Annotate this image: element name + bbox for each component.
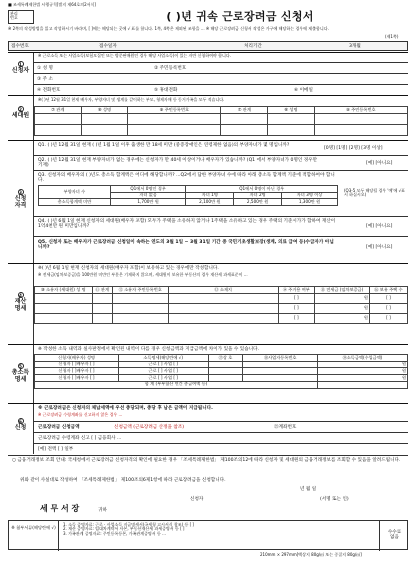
receipt-number-label: 접수번호 [11,44,29,49]
ssn-header: ⑨ 주민등록번호 [128,107,221,114]
income-total-value[interactable] [318,381,408,388]
table-cell[interactable] [243,368,318,375]
q2-text: Q2. ( )년 12월 31일 현재 부양자녀가 없는 경우에는 신청자가 만 40세 이상이거나 배우자가 있습니까? (Q1 에서 부양자녀가 0명인 경우만 기재) [38,158,318,169]
apply-section [8,403,408,453]
address-field-label: ③ 주 소 [37,77,53,82]
q5-text: Q5. 신청자 또는 배우자가 근로장려금 신청일이 속하는 연도의 3월 1일 ~ 3월 31일 기간 중 국민기초생활보장(생계, 의료 급여 등)수급자가 아닙니까? [38,240,334,251]
table-cell[interactable]: 근로 [ ] 사업 [ ] [118,368,208,375]
table-cell[interactable] [35,313,93,323]
table-cell[interactable] [92,313,112,323]
section-number-6: 6 [19,419,22,424]
owner-header: ⑩ 소유자 (세대원) 성 명 [35,287,93,294]
instructions: ※ 2쪽의 작성방법을 읽고 작성하시기 바라며, [ ]에는 해당되는 곳에 √ 표를 합니다. 1쪽, 4쪽은 제외된 조항을 ... ※ 해당 근로장려금 신청서 작성은 가구에 해당하는 경우에 제출합니다. [8,26,329,31]
business-name-header: ⑰상 호 [208,355,243,362]
q1-options[interactable]: [0명] [1명] [2명] [3명 이상] [324,146,383,151]
yes-option[interactable]: [예] 전액 [ ] 일부 [38,447,74,452]
assets-note: ※( )년 6월 1일 현재 신청자의 세대원(배우자 포함)이 보유하고 있는 경우에만 작성합니다. [38,266,219,271]
table-cell[interactable]: [ ] [369,313,407,323]
addressee-suffix: 귀하 [98,508,107,513]
income-threshold-table [38,185,338,206]
q1-text: Q1. ( )년 12월 31일 현재 ( )년 1월 1일 이후 출생한 만 18세 미만 (중증장애인은 연령제한 없음)의 부양자녀가 몇 명입니까? [38,143,290,148]
income-label: 총소득 명세 [11,369,30,383]
account-method[interactable]: 근로장려금 수령계좌 신고 [ ] 금융회사 ... [38,436,122,441]
houses-header: ⑯ 보유 주택 수 [369,287,407,294]
amount-label: 근로장려금 신청금액 [38,425,80,430]
deposit-header: ⑮ 전세금 (임차보증금) [315,287,370,294]
table-cell: 총소득합계액 미만 [39,199,111,206]
apply-label: 신청 [14,424,27,432]
zero-header: Q1에서 0명인 경우 [110,186,186,193]
assets-subnote: ※ 전세금(임차보증금)을 100만원 미만인 부분은 기재하지 않으며, 세대원이 보유한 부동산의 경우 재산세 과세표준이 ... [38,272,248,277]
relation-header: ⑦ 관계 [35,107,82,114]
table-cell[interactable]: [ ] [278,313,314,323]
table-cell[interactable] [112,313,168,323]
name-field-label: ① 성 명 [37,66,53,71]
table-cell[interactable]: [ ] [369,303,407,313]
assets-table [34,286,408,324]
q4-text: Q4. ( )년 6월 1일 현재 신청자의 세대원(배우자 포함) 모두가 주택을 소유하지 않거나 1주택을 소유하고 있는 경우 주택의 기준시가가 합하여 재산이 1억4천만 원 미만입니까? [38,219,336,230]
residential-header: ⑭ 주거용 여부 [278,287,314,294]
table-cell[interactable] [35,113,82,124]
signature-field[interactable]: (서명 또는 인) [320,497,349,502]
household-section [8,95,408,139]
table-cell[interactable] [81,124,128,135]
table-cell: 자녀 1명 [186,192,234,199]
apply-red-note: ※ 근로장려금 수령계좌를 신고하지 않은 경우 ... [38,412,123,417]
table-cell[interactable] [112,303,168,313]
q3-text: Q3. 신청자의 배우자의 ( )년도 총소득 합계액은 어디에 해당합니까? ...Q2에서 답한 부양자녀 수에 따라 아래 총소득 합계액 기준에 적합하여야 합니다. [38,173,335,184]
table-cell: 2,100만 원 [186,199,234,206]
qualification-section [8,140,408,262]
relation-header: ⑪ 관계 [92,287,112,294]
income-table [34,354,408,389]
assets-label: 재산 명세 [14,298,27,312]
receipt-date-label: 접수일자 [99,44,117,49]
applicant-note: ※ 근로소득 또는 사업소득(보험모집인 또는 방문판매원인 경우 해당 사업소득)이 있는 자만 신청하여야 합니다. [38,53,232,58]
table-cell[interactable] [92,293,112,303]
section-number-5: 5 [19,364,22,369]
amount-note: 신청금액 (근로장려금 산정을 참조) [114,425,185,430]
addressee: 세 무 서 장 [40,504,80,513]
business-number-header: ⑱사업자등록번호 [243,355,318,362]
income-total-label: 합 계 (부부합산 연간 총급여액 등) [35,381,318,388]
table-cell: 자녀 없음 [110,192,186,199]
paper-spec: 210mm × 297mm[백상지 80g/㎡ 또는 중질지 80g/㎡] [260,552,362,557]
table-cell[interactable]: 근로 [ ] 사업 [ ] [118,375,208,382]
income-type-header: 소득명세(해당란에 √) [118,355,208,362]
page-number: (제1쪽) [385,34,399,39]
page-title: ( )년 귀속 근로장려금 신청서 [166,10,314,23]
table-cell[interactable]: 신청자 [ ]배우자 [ ] [35,361,119,368]
table-cell[interactable]: [ ] [278,303,314,313]
nonzero-header: Q1에서 0명이 아닌 경우 [186,186,338,193]
table-cell[interactable] [208,361,243,368]
name-header-2: ⑧ 성명 [268,107,315,114]
account-number-label: ㉑계좌번호 [274,425,297,430]
q4-options[interactable]: [예] [아니요] [366,224,393,229]
table-cell: 1,300만 원 [282,199,338,206]
table-cell[interactable] [208,368,243,375]
table-cell[interactable] [208,375,243,382]
table-cell[interactable]: 신청자 [ ]배우자 [ ] [35,375,119,382]
section-number-1: 1 [19,62,22,67]
person-header: 신청자(배우자) 성명 [35,355,119,362]
receipt-row [8,41,408,51]
form-reference: ■ 조세특례제한법 시행규칙[별지 제64호의2서식] [8,2,96,7]
assets-section [8,263,408,343]
table-cell[interactable] [168,293,278,303]
management-number-box: 관리 번호 [8,10,34,24]
table-cell: 자녀 3명 이상 [282,192,338,199]
location-header: ⑬ 소재지 [168,287,278,294]
table-cell[interactable] [221,113,268,124]
q2-options[interactable]: [예] [아니요] [366,161,393,166]
date-line[interactable]: 년 월 일 [300,487,317,492]
applicant-label: 신청자 [11,67,30,75]
income-note: ※ 작성한 소득 내역과 실사판정에서 확인된 내역이 다를 경우 신청금액과 지급금액에 차이가 있을 수 있습니다. [38,347,260,352]
section-number-2: 2 [19,107,22,112]
table-cell: 자녀 2명 [234,192,282,199]
mobile-field-label: ⑤ 휴대전화 [154,88,178,93]
table-cell[interactable]: 원 [315,313,370,323]
table-cell[interactable]: 원 [318,361,408,368]
table-cell[interactable] [268,124,315,135]
ssn-header-2: ⑨ 주민등록번호 [314,107,407,114]
table-cell[interactable]: 근로 [ ] 사업 [ ] [118,361,208,368]
table-cell[interactable]: [ ] [278,293,314,303]
table-cell[interactable] [221,124,268,135]
declaration: 위와 같이 사실대로 작성하여 「조세특례제한법」 제100조의6제1항에 따라 근로장려금을 신청합니다. [20,478,226,483]
table-cell[interactable]: [ ] [369,293,407,303]
attachments-label: ※ 첨부서류(해당란에 √) [9,521,59,551]
q3-side-note: (Q3-5 모두 해당될 경우 '예'에 √표시 하십시오) [344,188,405,198]
table-cell: 1,700만 원 [110,199,186,206]
ssn-field-label: ② 주민등록번호 [154,66,187,71]
household-note: ※( )년 12월 31일 현재 배우자, 부양자녀 및 생계를 같이하는 부모, 형제자매 등 동거가족을 모두 적습니다. [38,97,225,102]
section-number-4: 4 [19,293,22,298]
amount-header: ⑲소득금액(수입금액) [318,355,408,362]
attachments-box [8,520,408,550]
table-cell[interactable]: 원 [315,293,370,303]
signer-label: 신청자 [190,497,204,502]
table-cell[interactable] [168,303,278,313]
table-cell[interactable] [168,313,278,323]
table-cell[interactable]: 신청자 [ ]배우자 [ ] [35,368,119,375]
qualification-label: 신청 자격 [14,195,27,209]
table-cell: 2,500만 원 [234,199,282,206]
processing-period-value: 3개월 [349,44,361,49]
table-cell[interactable] [314,113,407,124]
table-cell[interactable]: 원 [315,303,370,313]
table-cell[interactable]: 원 [318,375,408,382]
table-cell[interactable] [128,124,221,135]
table-cell[interactable]: 원 [318,368,408,375]
attachments-list: 1. 소득 증명자료: 근로 · 사업소득 지급명세서(국세청 고시서식 참조) 등 [ ] 2. 재산 증명자료: 임대차계약서 사본, 부동산재산세 과세증명서 등 [ ] 3. 가족관계 증명자료: 주민등록등본, 가족관계증명서 등 ... [63,522,194,536]
table-cell[interactable] [35,293,93,303]
household-table [34,106,408,136]
table-cell[interactable] [112,293,168,303]
table-cell[interactable] [92,303,112,313]
dependents-header: 부양자녀 수 [39,186,111,199]
income-section [8,344,408,402]
relation-header-2: ⑦ 관계 [221,107,268,114]
table-cell[interactable] [35,303,93,313]
table-cell[interactable] [314,124,407,135]
apply-note: ※ 근로장려금은 신청자의 체납세액에 우선 충당되며, 충당 후 남은 금액이 지급됩니다. [38,406,213,411]
table-cell[interactable] [81,113,128,124]
table-cell[interactable] [243,375,318,382]
email-field-label: ⑥ 이메일 [294,88,313,93]
owner-ssn-header: ⑫ 소유자 주민등록번호 [112,287,168,294]
consent-notice: ○ 금융거래정보 조회 안내: 국세청에서 근로장려금 신청자격의 확인에 필요한 경우 「조세특례제한법」 제100조의12에 따라 신청자 및 세대원의 금융거래정보를 조회할 수 있음을 알려드립니다. [8,455,408,475]
household-label: 세대원 [11,112,30,120]
table-cell[interactable] [268,113,315,124]
table-cell[interactable] [243,361,318,368]
section-number-3: 3 [19,190,22,195]
name-header: ⑧ 성명 [81,107,128,114]
processing-period-label: 처리기간 [244,44,262,49]
table-cell[interactable] [35,124,82,135]
phone-field-label: ④ 전화번호 [37,88,61,93]
applicant-section [8,52,408,94]
fee-note: 수수료 없음 [379,521,409,551]
q5-options[interactable]: [예] [아니요] [366,245,393,250]
table-cell[interactable] [128,113,221,124]
